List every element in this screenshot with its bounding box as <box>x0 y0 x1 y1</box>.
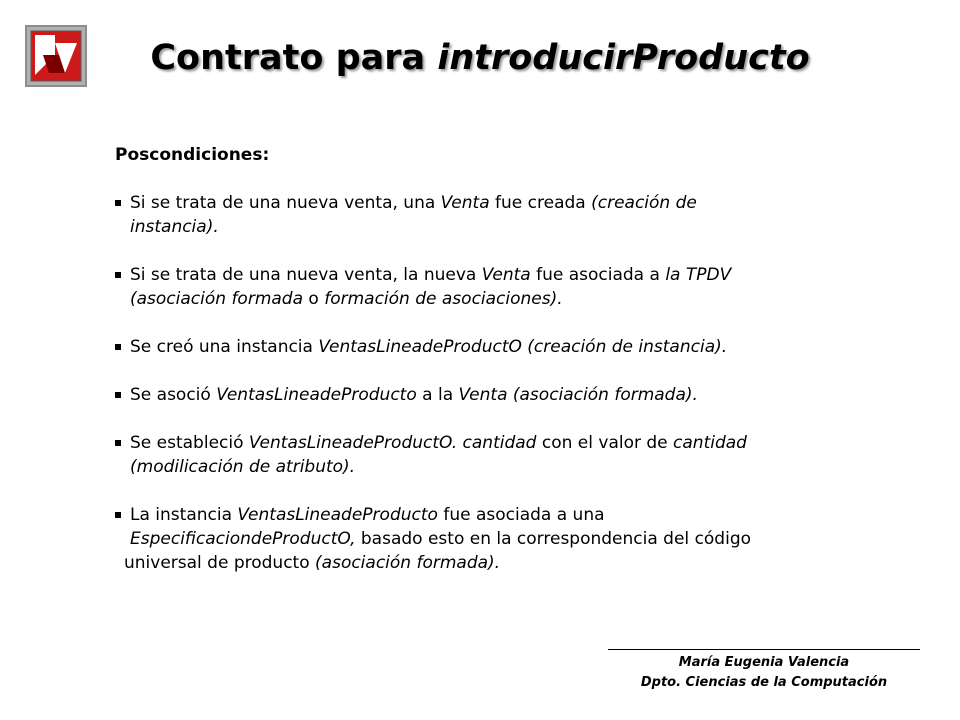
bullet-icon <box>115 272 121 278</box>
list-item-line <box>130 455 905 479</box>
list-item <box>115 263 905 311</box>
footer-department: Dpto. Ciencias de la Computación <box>640 675 888 690</box>
text-segment: Si se trata de una nueva venta, una <box>130 193 441 213</box>
text-segment: Venta (asociación formada). <box>458 385 698 405</box>
list-item-line <box>130 431 905 455</box>
content-body <box>115 143 905 599</box>
list-item-line <box>130 263 905 287</box>
text-segment: VentasLineadeProductO (creación de instancia). <box>318 337 728 357</box>
footer-author: María Eugenia Valencia <box>678 655 850 670</box>
postconditions-list <box>115 191 905 575</box>
bullet-icon <box>115 344 121 350</box>
list-item-line <box>124 551 905 575</box>
text-segment: cantidad <box>673 433 747 453</box>
text-segment: Se asoció <box>130 385 217 405</box>
list-item-line <box>130 383 905 407</box>
text-segment: o <box>303 289 325 309</box>
footer-divider <box>608 649 920 650</box>
text-segment: Si se trata de una nueva venta, la nueva <box>130 265 482 285</box>
section-heading: Poscondiciones: <box>115 145 270 165</box>
text-segment: Venta <box>481 265 531 285</box>
text-segment: VentasLineadeProducto <box>237 505 438 525</box>
text-segment: fue asociada a una <box>437 505 605 525</box>
text-segment: Venta <box>440 193 490 213</box>
text-segment: basado esto en la correspondencia del código <box>355 529 752 549</box>
text-segment: La instancia <box>130 505 238 525</box>
text-segment: universal de producto <box>124 553 316 573</box>
text-segment: (asociación formada <box>130 289 304 309</box>
text-segment: Se creó una instancia <box>130 337 319 357</box>
list-item-line <box>130 335 905 359</box>
text-segment: (modilicación de atributo). <box>130 457 356 477</box>
text-segment: con el valor de <box>536 433 674 453</box>
text-segment: fue asociada a <box>530 265 666 285</box>
list-item-line <box>130 287 905 311</box>
bullet-icon <box>115 392 121 398</box>
text-segment: la TPDV <box>665 265 732 285</box>
list-item-line <box>130 503 905 527</box>
list-item-line <box>130 191 905 215</box>
text-segment: a la <box>416 385 459 405</box>
list-item-line <box>130 215 905 239</box>
list-item-line <box>130 527 905 551</box>
text-segment: (creación de <box>591 193 697 213</box>
bullet-icon <box>115 512 121 518</box>
text-segment: fue creada <box>489 193 592 213</box>
text-segment: EspecificaciondeProductO, <box>130 529 356 549</box>
bullet-icon <box>115 440 121 446</box>
list-item <box>115 335 905 359</box>
text-segment: formación de asociaciones). <box>324 289 563 309</box>
text-segment: VentasLineadeProducto <box>216 385 417 405</box>
bullet-icon <box>115 200 121 206</box>
list-item <box>115 191 905 239</box>
text-segment: instancia). <box>130 217 219 237</box>
list-item <box>115 503 905 575</box>
page-title: Contrato para introducirProducto <box>150 38 810 78</box>
list-item <box>115 431 905 479</box>
list-item <box>115 383 905 407</box>
text-segment: VentasLineadeProductO. cantidad <box>248 433 537 453</box>
text-segment: (asociación formada). <box>315 553 501 573</box>
text-segment: Se estableció <box>130 433 249 453</box>
